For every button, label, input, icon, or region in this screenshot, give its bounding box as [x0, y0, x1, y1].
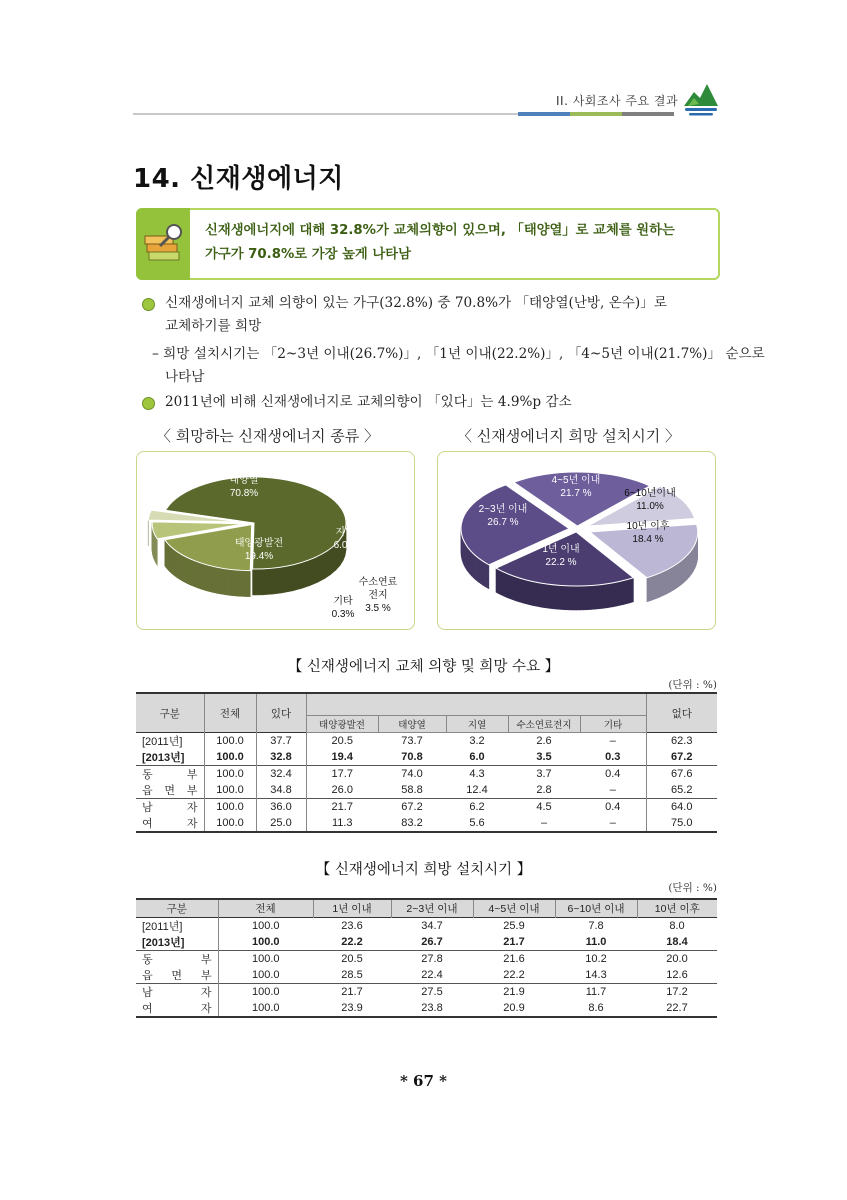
page-number: * 67 *	[399, 1072, 447, 1090]
table-cell: 3.5	[536, 751, 552, 763]
label-line: 수소연료	[358, 577, 398, 588]
table-row	[136, 934, 717, 951]
col-header-division: 구분	[136, 693, 204, 733]
pie-slice-side-10y-plus	[655, 574, 657, 599]
table-row	[136, 799, 717, 816]
table-cell: 12.4	[466, 784, 488, 796]
pie-slice-side-solar-heat	[273, 567, 283, 594]
table-cell: 34.7	[421, 920, 443, 932]
col-header: 1년 이내	[313, 899, 391, 918]
pie-slice-side-1y	[627, 579, 630, 604]
pie-slice-side-solar-power	[191, 559, 193, 586]
pie-slice-side-2-3y	[486, 563, 489, 589]
table-cell: 32.4	[256, 766, 306, 783]
pie-slice-side-solar-power	[220, 568, 223, 594]
table-cell: 19.4	[331, 751, 353, 763]
label-line: 태양광발전	[234, 538, 284, 549]
table-cell: 8.6	[588, 1002, 604, 1014]
table-cell: 21.7	[331, 801, 353, 813]
table-cell: 17.2	[666, 986, 688, 998]
table-cell: 4.3	[469, 768, 485, 780]
table2-title: 【 신재생에너지 희방 설치시기 】	[315, 862, 532, 878]
pie-slice-side-solar-heat	[325, 548, 331, 578]
table-cell: 67.2	[401, 801, 423, 813]
pie-slice-side-1y	[624, 580, 627, 605]
col-header-solar-heat: 태양열	[378, 716, 446, 733]
pie-slice-side-1y	[580, 586, 584, 610]
pie-slice-side-solar-power	[205, 564, 207, 591]
col-header: 10년 이후	[637, 899, 717, 918]
pie-slice-side-1y	[526, 580, 529, 605]
label-line: 26.7 %	[487, 517, 519, 528]
pie-slice-side-1y	[550, 584, 554, 608]
pie-slice-side-10y-plus	[664, 570, 666, 595]
table-cell: 17.7	[331, 768, 353, 780]
pie-slice-side-solar-power	[198, 562, 200, 589]
pie-slice-side-1y	[557, 585, 561, 609]
table-cell: 34.8	[256, 782, 306, 799]
pie-slice-side-solar-heat	[283, 565, 293, 593]
pie-slice-side-solar-power	[239, 570, 242, 596]
sub-bullet-text: – 희망 설치시기는 「2~3년 이내(26.7%)」, 「1년 이내(22.2%)」, 「4~5년 이내(21.7%)」 순으로	[152, 346, 765, 362]
table-cell: 0.4	[580, 766, 646, 783]
pie-slice-side-1y	[513, 576, 516, 601]
label-line: 2~3년 이내	[478, 504, 528, 515]
table-cell: 25.9	[503, 920, 525, 932]
pie-slice-side-1y	[504, 572, 507, 597]
table-cell: 100.0	[204, 799, 256, 816]
label-line: 6~10년이내	[624, 488, 676, 499]
books-magnifier-icon	[144, 222, 186, 266]
pie-slice-side-solar-power	[200, 563, 202, 590]
col-header-other: 기타	[580, 716, 646, 733]
table-cell: 5.6	[469, 817, 485, 829]
pie-slice-side-1y	[576, 586, 580, 610]
table-cell: 26.7	[421, 936, 443, 948]
col-header: 6~10년 이내	[555, 899, 637, 918]
table-cell: 6.0	[469, 751, 485, 763]
pie-slice-side-1y	[599, 584, 603, 608]
table-cell: –	[580, 782, 646, 799]
pie-slice-side-1y	[584, 586, 588, 610]
running-header: II. 사회조사 주요 결과	[556, 94, 679, 108]
row-header: 동 부	[136, 766, 204, 783]
chart1-label-geothermal	[325, 526, 365, 552]
pie-slice-side-2-3y	[473, 554, 475, 580]
pie-slice-side-1y	[610, 583, 614, 608]
table-row	[136, 766, 717, 783]
pie-slice-side-1y	[591, 585, 595, 609]
pie-slice-side-1y	[617, 581, 620, 606]
col-header: 4~5년 이내	[473, 899, 555, 918]
row-header: 여 자	[136, 815, 204, 832]
table-cell: 25.0	[256, 815, 306, 832]
table2	[136, 898, 717, 1018]
table-cell: 21.7	[341, 986, 363, 998]
summary-text	[205, 219, 710, 267]
bullet-text: 교체하기를 희망	[165, 318, 262, 334]
row-header: [2011년]	[136, 918, 218, 935]
table-cell: 22.2	[341, 936, 363, 948]
pie-slice-side-solar-power	[165, 540, 166, 567]
table-cell: 20.9	[503, 1002, 525, 1014]
row-header: 여 자	[136, 1000, 218, 1017]
table-cell: 20.5	[331, 735, 353, 747]
label-line: 11.0%	[636, 501, 664, 512]
chart2-label-1y	[534, 543, 588, 569]
pie-slice-side-1y	[546, 584, 550, 608]
table-cell: –	[580, 733, 646, 750]
table-cell: 37.7	[256, 733, 306, 750]
label-line: 지열	[335, 527, 355, 538]
pie-slice-side-10y-plus	[660, 572, 662, 597]
pie-slice-side-1y	[630, 578, 633, 603]
sub-bullet-text: 나타남	[165, 369, 205, 385]
bullet-text: 2011년에 비해 신재생에너지로 교체의향이 「있다」는 4.9%p 감소	[165, 394, 572, 410]
table-cell: 23.9	[341, 1002, 363, 1014]
pie-slice-side-solar-power	[215, 567, 218, 594]
chart2-label-6-10y	[620, 487, 680, 513]
row-header: 읍 면 부	[136, 967, 218, 984]
table-cell: 100.0	[204, 815, 256, 832]
table-cell: 14.3	[585, 969, 607, 981]
table-cell: 100.0	[251, 1002, 280, 1014]
pie-slice-side-10y-plus	[657, 573, 659, 598]
table-cell: 11.0	[585, 936, 607, 948]
pie-slice-side-1y	[529, 581, 532, 606]
table-cell: 23.6	[341, 920, 363, 932]
table1	[136, 692, 717, 833]
pie-slice-side-solar-heat	[253, 569, 263, 595]
table1-unit: (단위 : %)	[668, 679, 717, 691]
table-cell: 36.0	[256, 799, 306, 816]
pie-slice-side-solar-power	[196, 561, 198, 588]
pie-slice-side-solar-power	[234, 570, 237, 596]
col-header-geothermal: 지열	[446, 716, 508, 733]
chart1-label-solar-power	[228, 537, 290, 563]
pie-slice-side-1y	[539, 583, 543, 608]
pie-slice-side-10y-plus	[669, 568, 671, 593]
table-cell: 27.5	[421, 986, 443, 998]
pie-slice-side-2-3y	[471, 552, 473, 578]
col-header-yes-breakdown	[306, 693, 646, 716]
table-cell: 4.5	[536, 801, 552, 813]
table-cell: 21.6	[503, 953, 525, 965]
table-cell: 28.5	[341, 969, 363, 981]
pie-slice-side-solar-power	[210, 566, 213, 593]
col-header: 2~3년 이내	[391, 899, 473, 918]
pie-slice-side-solar-power	[245, 570, 248, 596]
chart1-label-other	[326, 595, 360, 621]
pie-slice-side-solar-heat	[318, 553, 325, 583]
summary-line: 신재생에너지에 대해 32.8%가 교체의향이 있으며, 「태양열」로 교체를 원하는	[205, 223, 675, 238]
pie-slice-side-solar-power	[193, 560, 195, 587]
label-line: 기타	[333, 596, 353, 607]
table-cell: 100.0	[204, 766, 256, 783]
pie-slice-side-10y-plus	[671, 566, 673, 591]
pie-slice-side-1y	[602, 584, 606, 608]
col-header-no: 없다	[646, 693, 717, 733]
table-cell: 22.7	[666, 1002, 688, 1014]
chart2-label-4-5y	[545, 474, 607, 500]
table-row	[136, 733, 717, 750]
label-line: 4~5년 이내	[551, 475, 601, 486]
pie-slice-side-solar-power	[231, 569, 234, 595]
pie-slice-side-solar-power	[187, 557, 189, 584]
pie-slice-side-solar-power	[212, 566, 215, 593]
table-cell: 100.0	[251, 986, 280, 998]
table-cell: 100.0	[204, 749, 256, 766]
table-cell: 70.8	[401, 751, 423, 763]
pie-slice-side-10y-plus	[652, 575, 655, 600]
table-row	[136, 815, 717, 832]
table-cell: 22.4	[421, 969, 443, 981]
pie-slice-side-1y	[561, 585, 565, 609]
pie-slice-side-solar-power	[217, 567, 220, 594]
row-header: [2011년]	[136, 733, 204, 750]
label-line: 18.4 %	[632, 534, 664, 545]
table-cell: 11.3	[331, 817, 353, 829]
bullet-icon	[142, 397, 155, 410]
table-cell: 8.0	[669, 920, 685, 932]
table-row	[136, 918, 717, 935]
pie-slice-side-solar-power	[202, 564, 204, 591]
table-cell: 12.6	[666, 969, 688, 981]
label-line: 6.0%	[333, 540, 357, 551]
pie-slice-side-1y	[516, 577, 519, 602]
pie-slice-side-1y	[543, 583, 547, 608]
table-cell: 67.6	[671, 768, 693, 780]
bullet-icon	[142, 298, 155, 311]
pie-slice-side-2-3y	[483, 561, 486, 587]
table-cell: 100.0	[251, 953, 280, 965]
chart1-label-solar-heat	[218, 474, 270, 500]
table-cell: 100.0	[204, 782, 256, 799]
section-title: 14. 신재생에너지	[133, 164, 344, 194]
pie-slice-side-1y	[620, 581, 623, 606]
pie-slice-side-1y	[501, 571, 504, 596]
pie-slice-side-1y	[588, 585, 592, 609]
bullet-text: 신재생에너지 교체 의향이 있는 가구(32.8%) 중 70.8%가 「태양열(난방, 온수)」로	[165, 295, 667, 311]
table-cell: 83.2	[401, 817, 423, 829]
table-cell: 7.8	[588, 920, 604, 932]
table-cell: 21.7	[503, 936, 525, 948]
label-line: 22.2 %	[545, 557, 577, 568]
table-cell: 27.8	[421, 953, 443, 965]
pie-slice-side-solar-power	[223, 568, 226, 594]
table-cell: 75.0	[671, 817, 693, 829]
pie-slice-side-solar-heat	[292, 562, 301, 590]
pie-slice-side-2-3y	[480, 559, 483, 585]
pie-slice-side-solar-heat	[263, 568, 273, 595]
header-color-bars	[518, 112, 674, 116]
pie-slice-side-1y	[565, 586, 569, 610]
table-cell: 32.8	[256, 749, 306, 766]
pie-slice-side-solar-heat	[310, 556, 318, 585]
row-header: [2013년]	[136, 749, 204, 766]
col-header: 구분	[136, 899, 218, 918]
table-cell: 3.2	[469, 735, 485, 747]
table-row	[136, 967, 717, 984]
pie-slice-side-solar-power	[236, 570, 239, 596]
table-cell: 3.7	[536, 768, 552, 780]
pie-slice-side-1y	[613, 582, 617, 607]
table-cell: 65.2	[671, 784, 693, 796]
chart2-title: 〈 신재생에너지 희망 설치시기 〉	[457, 427, 680, 445]
col-header-total: 전체	[204, 693, 256, 733]
table-cell: 10.2	[585, 953, 607, 965]
label-line: 전지	[368, 590, 388, 601]
pie-slice-side-1y	[569, 586, 573, 610]
pie-slice-side-solar-power	[189, 558, 191, 585]
chart1-label-hydrogen	[353, 576, 403, 615]
row-header: 남 자	[136, 984, 218, 1001]
table-cell: 21.9	[503, 986, 525, 998]
row-header: 남 자	[136, 799, 204, 816]
table-cell: 0.4	[580, 799, 646, 816]
pie-slice-side-1y	[554, 585, 558, 609]
table-cell: 6.2	[469, 801, 485, 813]
chart1-title: 〈 희망하는 신재생에너지 종류 〉	[156, 427, 379, 445]
table-cell: 20.5	[341, 953, 363, 965]
table-cell: 26.0	[331, 784, 353, 796]
table-cell: 64.0	[671, 801, 693, 813]
table-cell: –	[540, 817, 548, 829]
table-row	[136, 1000, 717, 1017]
pie-slice-side-1y	[532, 581, 535, 606]
pie-slice-side-solar-power	[225, 569, 228, 595]
table-row	[136, 951, 717, 968]
pie-slice-side-solar-power	[207, 565, 209, 592]
pie-slice-side-2-3y	[478, 558, 481, 584]
pie-slice-side-1y	[507, 573, 510, 598]
table-cell: 2.6	[536, 735, 552, 747]
pie-slice-side-10y-plus	[647, 577, 650, 602]
pie-slice-side-1y	[606, 583, 610, 608]
summary-line: 가구가 70.8%로 가장 높게 나타남	[205, 247, 411, 262]
table-cell: 22.2	[503, 969, 525, 981]
table1-title: 【 신재생에너지 교체 의향 및 희망 수요 】	[287, 659, 560, 675]
mountain-logo-icon	[682, 80, 720, 120]
pie-slice-side-1y	[522, 579, 525, 604]
pie-slice-side-1y	[572, 586, 576, 610]
table-cell: 20.0	[666, 953, 688, 965]
pie-slice-side-1y	[496, 568, 499, 593]
table-cell: 58.8	[401, 784, 423, 796]
label-line: 19.4%	[244, 551, 274, 562]
pie-slice-side-solar-power	[228, 569, 231, 595]
table-cell: 67.2	[671, 751, 693, 763]
col-header-solar-power: 태양광발전	[306, 716, 378, 733]
col-header-yes: 있다	[256, 693, 306, 733]
label-line: 0.3%	[331, 609, 355, 620]
table-row	[136, 749, 717, 766]
row-header: [2013년]	[136, 934, 218, 951]
row-header: 읍 면 부	[136, 782, 204, 799]
table-cell: 74.0	[401, 768, 423, 780]
label-line: 3.5 %	[365, 603, 391, 614]
pie-slice-side-1y	[519, 578, 522, 603]
pie-slice-side-1y	[499, 570, 502, 595]
table-cell: 11.7	[585, 986, 607, 998]
table-cell: 100.0	[204, 733, 256, 750]
label-line: 70.8%	[229, 488, 259, 499]
table-cell: 23.8	[421, 1002, 443, 1014]
pie-slice-side-1y	[510, 575, 513, 600]
table2-unit: (단위 : %)	[668, 882, 717, 894]
pie-slice-side-1y	[595, 585, 599, 609]
pie-slice-side-solar-heat	[301, 560, 309, 589]
table-row	[136, 782, 717, 799]
label-line: 1년 이내	[542, 544, 580, 555]
table-cell: 2.8	[536, 784, 552, 796]
pie-slice-side-1y	[536, 582, 540, 607]
table-cell: 100.0	[251, 969, 280, 981]
col-header: 전체	[218, 899, 313, 918]
pie-slice-side-10y-plus	[650, 576, 653, 601]
pie-slice-side-solar-power	[247, 571, 250, 597]
label-line: 10년 이후	[626, 521, 670, 532]
table-cell: –	[580, 815, 646, 832]
label-line: 21.7 %	[560, 488, 592, 499]
pie-slice-side-10y-plus	[666, 569, 668, 594]
col-header-hydrogen: 수소연료전지	[508, 716, 580, 733]
pie-slice-side-2-3y	[476, 556, 478, 582]
table-cell: 62.3	[671, 735, 693, 747]
table-cell: 18.4	[666, 936, 688, 948]
table-cell: 100.0	[251, 920, 280, 932]
row-header: 동 부	[136, 951, 218, 968]
label-line: 태양열	[229, 475, 259, 486]
pie-slice-side-solar-power	[242, 570, 245, 596]
table-cell: 0.3	[580, 749, 646, 766]
chart2-label-10y-plus	[620, 520, 676, 546]
table-cell: 73.7	[401, 735, 423, 747]
chart2-label-2-3y	[472, 503, 534, 529]
table-cell: 100.0	[251, 936, 280, 948]
table-row	[136, 984, 717, 1001]
pie-slice-side-10y-plus	[662, 571, 664, 596]
